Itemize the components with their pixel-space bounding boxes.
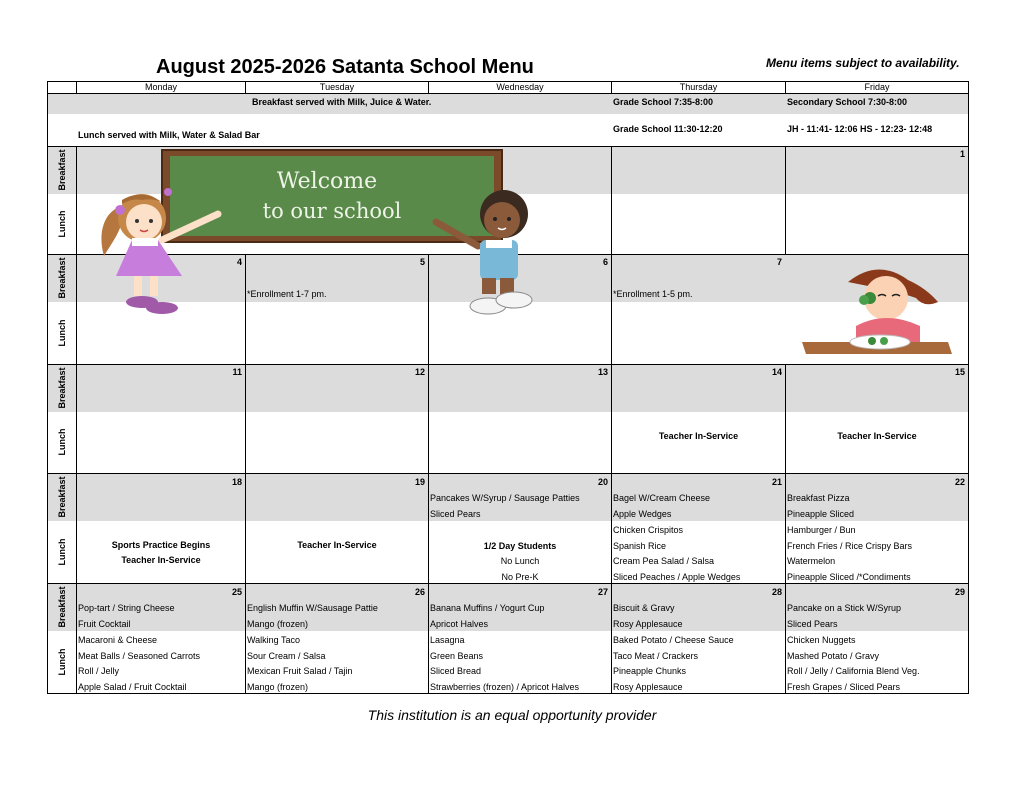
menu-item: Taco Meat / Crackers [613,651,699,661]
date-aug-25: 25 [231,587,242,597]
menu-item: Hamburger / Bun [787,525,856,535]
menu-item: Chicken Crispitos [613,525,684,535]
row-label-lunch: Lunch [57,538,67,566]
row-label-breakfast: Breakfast [57,367,67,409]
menu-item: Meat Balls / Seasoned Carrots [78,651,201,661]
menu-item: Fresh Grapes / Sliced Pears [787,682,901,692]
date-aug-29: 29 [954,587,965,597]
menu-item: Pineapple Chunks [613,666,687,676]
menu-item: Roll / Jelly / California Blend Veg. [787,666,920,676]
teacher-inservice: Teacher In-Service [658,431,739,441]
menu-item: Sliced Pears [787,619,838,629]
menu-item: Macaroni & Cheese [78,635,158,645]
date-aug-12: 12 [414,367,425,377]
menu-item: Green Beans [430,651,484,661]
menu-item: Strawberries (frozen) / Apricot Halves [430,682,580,692]
no-prek-note: No Pre-K [501,572,539,582]
menu-item: Apricot Halves [430,619,489,629]
teacher-inservice: Teacher In-Service [121,555,201,565]
date-aug-27: 27 [597,587,608,597]
grade-breakfast-time: Grade School 7:35-8:00 [613,97,714,107]
menu-item: Pop-tart / String Cheese [78,603,175,613]
date-aug-15: 15 [954,367,965,377]
menu-item: French Fries / Rice Crispy Bars [787,541,913,551]
menu-item: Banana Muffins / Yogurt Cup [430,603,545,613]
date-aug-14: 14 [771,367,782,377]
breakfast-info: Breakfast served with Milk, Juice & Water. [252,97,432,107]
menu-item: Spanish Rice [613,541,667,551]
menu-item: Mashed Potato / Gravy [787,651,880,661]
date-aug-21: 21 [771,477,782,487]
menu-item: Bagel W/Cream Cheese [613,493,711,503]
row-label-lunch: Lunch [57,319,67,347]
menu-item: Apple Salad / Fruit Cocktail [78,682,187,692]
menu-item: Pineapple Sliced /*Condiments [787,572,911,582]
date-aug-20: 20 [597,477,608,487]
day-header-tuesday: Tuesday [319,82,355,92]
row-label-breakfast: Breakfast [57,586,67,628]
menu-item: Sliced Bread [430,666,482,676]
menu-item: Baked Potato / Cheese Sauce [613,635,734,645]
menu-item: Watermelon [787,556,836,566]
menu-item: Lasagna [430,635,465,645]
date-aug-22: 22 [954,477,965,487]
enrollment-note: *Enrollment 1-5 pm. [613,289,693,299]
menu-item: Walking Taco [247,635,301,645]
menu-item: Roll / Jelly [78,666,120,676]
row-label-breakfast: Breakfast [57,476,67,518]
date-aug-26: 26 [414,587,425,597]
date-aug-19: 19 [414,477,425,487]
menu-item: Sliced Pears [430,509,481,519]
menu-item: Rosy Applesauce [613,682,683,692]
equal-opportunity-footer: This institution is an equal opportunity provider [367,707,657,723]
menu-item: Pancake on a Stick W/Syrup [787,603,902,613]
menu-item: Apple Wedges [613,509,672,519]
menu-item: Pancakes W/Syrup / Sausage Patties [430,493,580,503]
menu-item: Breakfast Pizza [787,493,850,503]
teacher-inservice: Teacher In-Service [837,431,917,441]
secondary-lunch-time: JH - 11:41- 12:06 HS - 12:23- 12:48 [787,124,933,134]
date-aug-1: 1 [959,149,965,159]
row-label-breakfast: Breakfast [57,149,67,191]
date-aug-7: 7 [776,257,782,267]
availability-note: Menu items subject to availability. [766,56,960,70]
menu-item: Chicken Nuggets [787,635,856,645]
row-label-lunch: Lunch [57,428,67,456]
date-aug-6: 6 [602,257,608,267]
menu-item: Cream Pea Salad / Salsa [613,556,715,566]
date-aug-13: 13 [597,367,608,377]
date-aug-5: 5 [419,257,425,267]
secondary-breakfast-time: Secondary School 7:30-8:00 [787,97,908,107]
date-aug-11: 11 [232,367,242,377]
menu-item: Mango (frozen) [247,682,309,692]
boy-illustration [432,186,562,322]
menu-item: Mango (frozen) [247,619,309,629]
to-our-school-text: to our school [262,199,402,223]
row-label-lunch: Lunch [57,210,67,238]
date-aug-28: 28 [771,587,782,597]
menu-item: Fruit Cocktail [78,619,131,629]
sports-practice-note: Sports Practice Begins [111,540,211,550]
day-header-thursday: Thursday [679,82,718,92]
grade-lunch-time: Grade School 11:30-12:20 [613,124,723,134]
day-header-monday: Monday [144,82,178,92]
date-aug-4: 4 [236,257,242,267]
eating-girl-illustration [798,262,956,358]
menu-item: Mexican Fruit Salad / Tajin [247,666,353,676]
menu-item: Sliced Peaches / Apple Wedges [613,572,741,582]
date-aug-18: 18 [231,477,242,487]
menu-item: Biscuit & Gravy [613,603,675,613]
menu-item: Pineapple Sliced [787,509,855,519]
welcome-text: Welcome [276,169,378,194]
teacher-inservice: Teacher In-Service [297,540,377,550]
menu-item: Sour Cream / Salsa [247,651,326,661]
no-lunch-note: No Lunch [500,556,540,566]
menu-item: English Muffin W/Sausage Pattie [247,603,378,613]
lunch-info: Lunch served with Milk, Water & Salad Bar [78,130,260,140]
half-day-note: 1/2 Day Students [483,541,557,551]
row-label-lunch: Lunch [57,648,67,676]
day-header-wednesday: Wednesday [496,82,544,92]
page-title: August 2025-2026 Satanta School Menu [156,56,534,78]
row-label-breakfast: Breakfast [57,257,67,299]
menu-item: Rosy Applesauce [613,619,683,629]
girl-illustration [92,184,234,320]
day-header-friday: Friday [864,82,890,92]
enrollment-note: *Enrollment 1-7 pm. [247,289,327,299]
